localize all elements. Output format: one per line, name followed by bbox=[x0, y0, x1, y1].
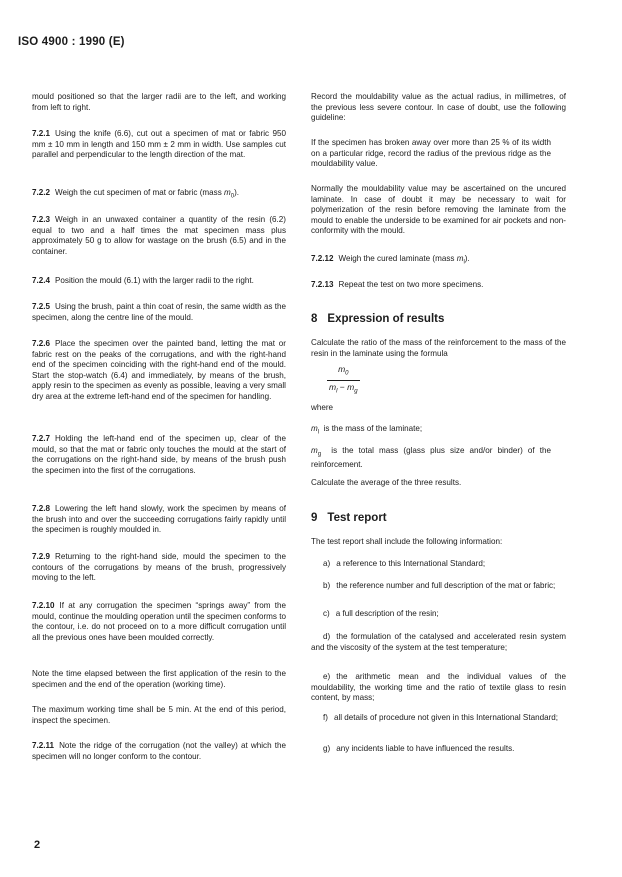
clause-number: 7.2.2 bbox=[32, 188, 51, 197]
clause-text: Weigh in an unwaxed container a quantity of the resin (6.2) equal to two and a half times the mat specimen mass plus approximately 50 g to allow for wastage on the brush (6.5) and in the container. bbox=[32, 215, 286, 256]
note-maximum-time: The maximum working time shall be 5 min. At the end of this period, inspect the specimen. bbox=[32, 705, 286, 725]
report-item bbox=[311, 559, 566, 570]
clause-text: Holding the left-hand end of the specimen up, clear of the mould, so that the mat or fabric only touches the mould at the start of the corrugations on the right-hand side, by means of the brush push the specimen into the first of the corrugations. bbox=[32, 434, 286, 475]
report-item-label: c) bbox=[323, 609, 330, 618]
clause-7-2-7 bbox=[32, 434, 286, 476]
clause-number: 7.2.7 bbox=[32, 434, 51, 443]
clause-7-2-2 bbox=[32, 188, 286, 202]
report-item-label: e) bbox=[323, 672, 331, 681]
report-item-label: d) bbox=[323, 632, 331, 641]
clause-7-2-10 bbox=[32, 601, 286, 643]
report-item bbox=[311, 672, 566, 704]
section-number: 8 bbox=[311, 313, 318, 325]
clause-text: Returning to the right-hand side, mould the specimen to the contours of the corrugations by means of the brush, progressively moving to the left. bbox=[32, 552, 286, 583]
formula-denominator: $m_l - m_g$ bbox=[329, 382, 358, 395]
clause-number: 7.2.10 bbox=[32, 601, 55, 610]
clause-text: Using the brush, paint a thin coat of resin, the same width as the specimen, along the centre line of the mould. bbox=[32, 302, 286, 322]
report-item-text: all details of procedure not given in this International Standard; bbox=[333, 713, 559, 722]
clause-number: 7.2.6 bbox=[32, 339, 51, 348]
clause-text: Weigh the cut specimen of mat or fabric (mass bbox=[55, 188, 225, 197]
report-item-text: a full description of the resin; bbox=[335, 609, 439, 618]
clause-7-2-8 bbox=[32, 504, 286, 536]
clause-7-2-11 bbox=[32, 741, 286, 762]
mass-subscript: 0 bbox=[230, 193, 235, 200]
clause-7-2-4 bbox=[32, 276, 286, 287]
document-header: ISO 4900 : 1990 (E) bbox=[18, 36, 125, 48]
page-number: 2 bbox=[34, 839, 41, 851]
clause-number: 7.2.9 bbox=[32, 552, 51, 561]
clause-7-2-13 bbox=[311, 280, 566, 291]
intro-paragraph: mould positioned so that the larger radii are to the left, and working from left to right. bbox=[32, 92, 286, 112]
clause-text: Place the specimen over the painted band, letting the mat or fabric rest on the peaks of the corrugations, and with the right-hand end of the specimen coinciding with the right-hand end of the mould. Start the stop-watch (6.4) and immediately, by means of the brush, apply resin to the specimen as evenly as possible, leaving a very small dry area at the extreme left-hand end of the specimen for handling. bbox=[32, 339, 286, 401]
clause-number: 7.2.8 bbox=[32, 504, 51, 513]
clause-text-end: ). bbox=[234, 188, 240, 197]
clause-number: 7.2.13 bbox=[311, 280, 334, 289]
report-item-label: f) bbox=[323, 713, 328, 722]
report-item-text: the arithmetic mean and the individual values of the mouldability, the working time and the ratio of textile glass to resin content, by mass; bbox=[311, 672, 566, 703]
report-item-label: a) bbox=[323, 559, 331, 568]
section-title: Test report bbox=[327, 512, 387, 524]
section-9-intro: The test report shall include the following information: bbox=[311, 537, 503, 546]
section-number: 9 bbox=[311, 512, 318, 524]
clause-text: Lowering the left hand slowly, work the specimen by means of the brush into and over the succeeding corrugations fairly rapidly until the specimen is roughly moulded in. bbox=[32, 504, 286, 535]
report-item bbox=[311, 632, 566, 653]
mass-variable: m bbox=[224, 188, 231, 197]
clause-number: 7.2.4 bbox=[32, 276, 51, 285]
section-9-heading bbox=[311, 513, 387, 524]
clause-number: 7.2.5 bbox=[32, 302, 51, 311]
clause-7-2-5 bbox=[32, 302, 286, 323]
section-8-heading bbox=[311, 314, 444, 325]
clause-text: If at any corrugation the specimen “springs away” from the mould, continue the moulding operation until the specimen conforms to the contour, i.e. do not proceed on to a more difficult corrugation until all the previous ones have been moulded correctly. bbox=[32, 601, 286, 642]
report-item bbox=[311, 744, 566, 755]
record-paragraph: Record the mouldability value as the actual radius, in millimetres, of the previous less severe contour. In case of doubt, use the following guideline: bbox=[311, 92, 566, 123]
fraction-line bbox=[327, 380, 360, 381]
clause-text: Using the knife (6.6), cut out a specimen of mat or fabric 950 mm ± 10 mm in length and 150 mm ± 2 mm in width. Use samples cut parallel and perpendicular to the length direction of the mat. bbox=[32, 129, 286, 160]
mass-variable: m bbox=[456, 254, 464, 263]
clause-number: 7.2.11 bbox=[32, 741, 55, 750]
clause-number: 7.2.1 bbox=[32, 129, 51, 138]
report-item-text: any incidents liable to have influenced the results. bbox=[336, 744, 515, 753]
clause-7-2-6 bbox=[32, 339, 286, 403]
clause-7-2-12 bbox=[311, 254, 566, 268]
clause-text: Weigh the cured laminate (mass bbox=[338, 254, 457, 263]
normally-paragraph: Normally the mouldability value may be ascertained on the uncured laminate. In case of doubt it may be necessary to wait for polymerization of the resin before removing the laminate from the mould to enable the underside to be examined for air pockets and non-conformity with the mould. bbox=[311, 184, 566, 236]
report-item bbox=[311, 609, 566, 620]
definition-mg: $m_g$ is the total mass (glass plus size and/or binder) of the reinforcement. bbox=[311, 446, 551, 470]
clause-text-end: ). bbox=[464, 254, 470, 263]
report-item bbox=[311, 581, 566, 592]
report-item-text: the formulation of the catalysed and accelerated resin system and the viscosity of the system at the test temperature; bbox=[311, 632, 566, 652]
clause-number: 7.2.12 bbox=[311, 254, 334, 263]
guideline-paragraph: If the specimen has broken away over more than 25 % of its width on a particular ridge, record the radius of the previous ridge as the mouldability value. bbox=[311, 138, 551, 169]
report-item-text: a reference to this International Standard; bbox=[336, 559, 486, 568]
report-item-label: b) bbox=[323, 581, 331, 590]
definition-ml: $m_l$ is the mass of the laminate; bbox=[311, 424, 423, 436]
calculate-average: Calculate the average of the three results. bbox=[311, 478, 462, 487]
report-item-label: g) bbox=[323, 744, 331, 753]
clause-number: 7.2.3 bbox=[32, 215, 51, 224]
clause-7-2-3 bbox=[32, 215, 286, 257]
formula-numerator: $m_0$ bbox=[338, 364, 349, 377]
clause-text: Repeat the test on two more specimens. bbox=[338, 280, 484, 289]
where-label: where bbox=[311, 403, 334, 412]
section-title: Expression of results bbox=[327, 313, 445, 325]
mass-subscript: l bbox=[463, 259, 465, 266]
note-working-time: Note the time elapsed between the first application of the resin to the specimen and the end of the operation (working time). bbox=[32, 669, 286, 689]
section-8-intro: Calculate the ratio of the mass of the reinforcement to the mass of the resin in the laminate using the formula bbox=[311, 338, 566, 358]
report-item-text: the reference number and full description of the mat or fabric; bbox=[336, 581, 556, 590]
clause-7-2-1 bbox=[32, 129, 286, 161]
mass-ratio-formula bbox=[327, 364, 360, 398]
report-item bbox=[311, 713, 566, 724]
clause-7-2-9 bbox=[32, 552, 286, 584]
clause-text: Position the mould (6.1) with the larger radii to the right. bbox=[55, 276, 254, 285]
clause-text: Note the ridge of the corrugation (not the valley) at which the specimen will no longer conform to the contour. bbox=[32, 741, 286, 761]
